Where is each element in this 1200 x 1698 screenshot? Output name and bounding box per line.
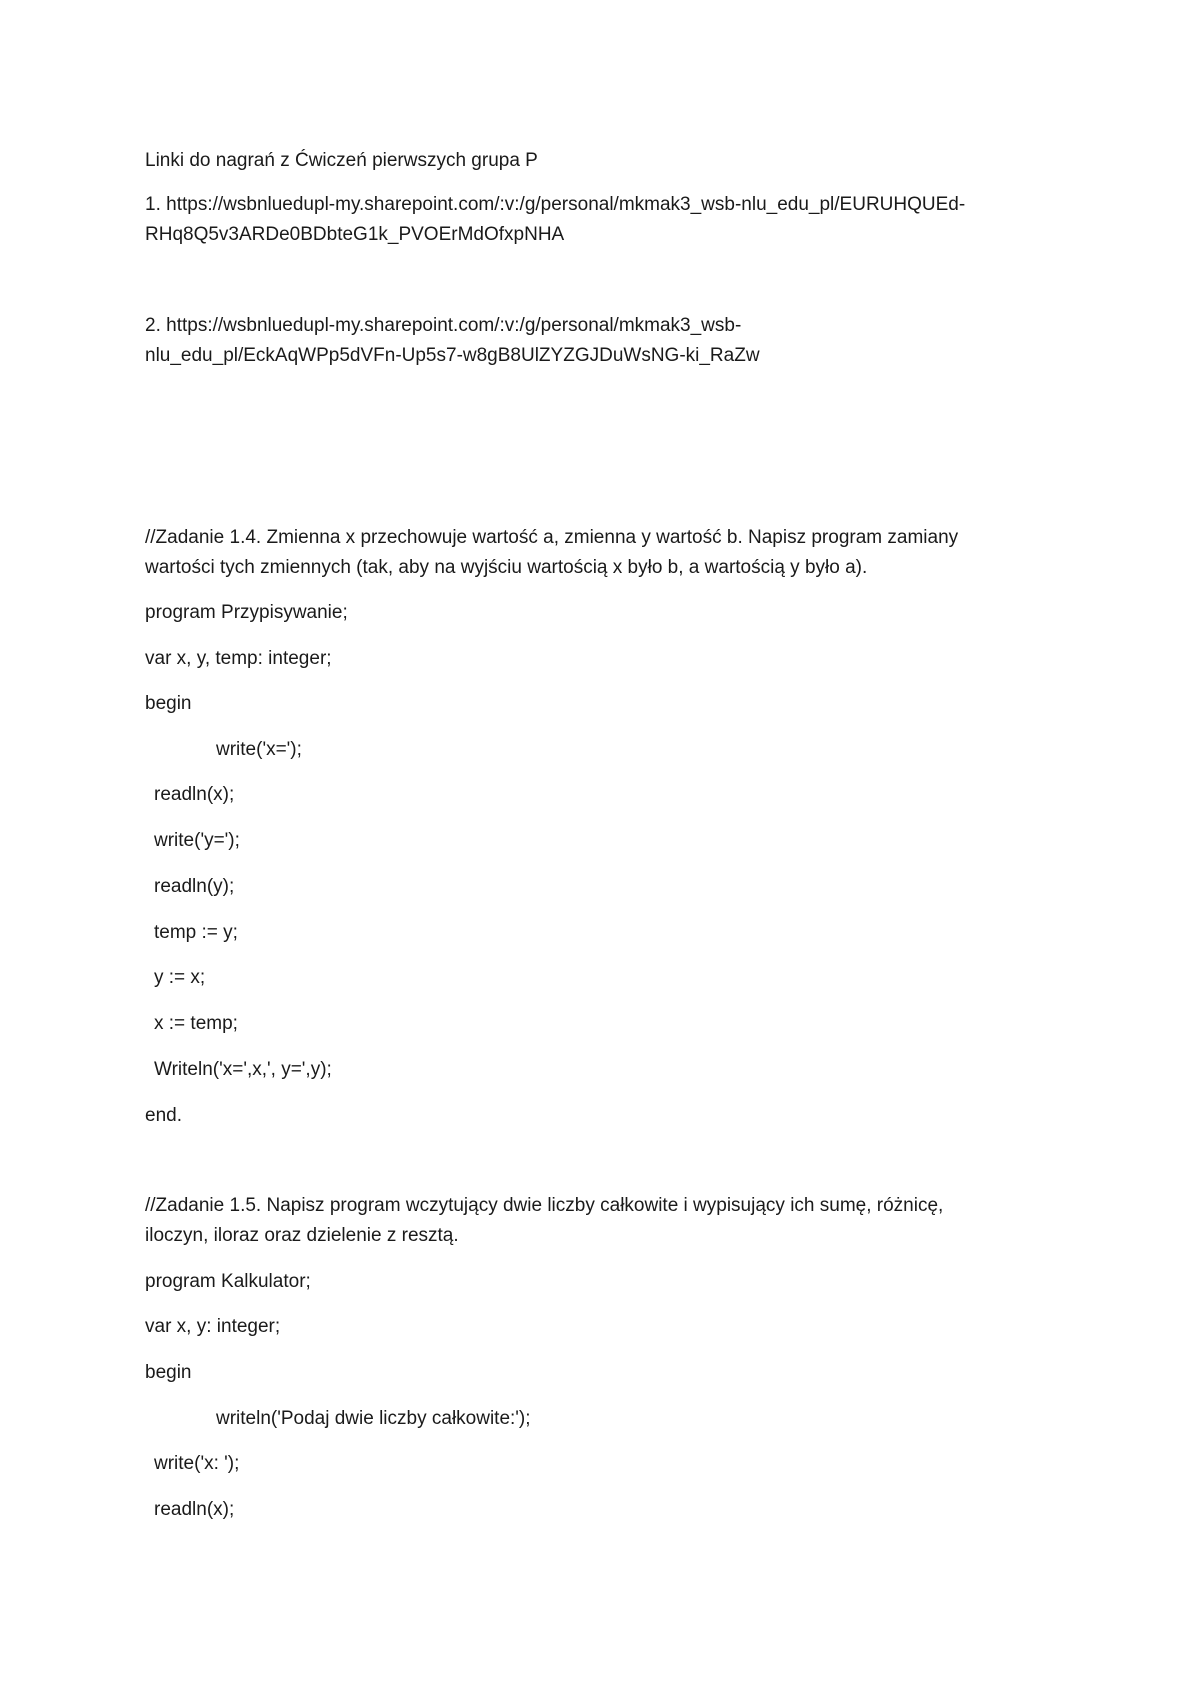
recording-link-1-line-1: 1. https://wsbnluedupl-my.sharepoint.com/:v:/g/personal/mkmak3_wsb-nlu_edu_pl/EURUHQUEd- [145, 194, 966, 215]
document-heading: Linki do nagrań z Ćwiczeń pierwszych grupa P [145, 150, 538, 171]
code-line: var x, y: integer; [145, 1316, 281, 1337]
code-line: begin [145, 693, 192, 714]
code-line: writeln('Podaj dwie liczby całkowite:'); [216, 1408, 531, 1429]
code-line: x := temp; [154, 1013, 238, 1034]
code-line: begin [145, 1362, 192, 1383]
code-line: program Przypisywanie; [145, 602, 348, 623]
code-line: program Kalkulator; [145, 1271, 311, 1292]
code-line: readln(x); [154, 784, 235, 805]
task-1-5-comment-line-2: iloczyn, iloraz oraz dzielenie z resztą. [145, 1225, 459, 1246]
code-line: end. [145, 1105, 182, 1126]
recording-link-2-line-2: nlu_edu_pl/EckAqWPp5dVFn-Up5s7-w8gB8UlZYZGJDuWsNG-ki_RaZw [145, 345, 760, 366]
code-line: readln(y); [154, 876, 235, 897]
recording-link-1-line-2: RHq8Q5v3ARDe0BDbteG1k_PVOErMdOfxpNHA [145, 224, 565, 245]
code-line: write('x: '); [154, 1453, 240, 1474]
code-line: Writeln('x=',x,', y=',y); [154, 1059, 332, 1080]
code-line: write('x='); [216, 739, 302, 760]
code-line: var x, y, temp: integer; [145, 648, 332, 669]
recording-link-2-line-1: 2. https://wsbnluedupl-my.sharepoint.com/:v:/g/personal/mkmak3_wsb- [145, 315, 742, 336]
code-line: y := x; [154, 967, 206, 988]
code-line: readln(x); [154, 1499, 235, 1520]
task-1-4-comment-line-2: wartości tych zmiennych (tak, aby na wyjściu wartością x było b, a wartością y było a). [145, 557, 868, 578]
task-1-5-comment-line-1: //Zadanie 1.5. Napisz program wczytujący dwie liczby całkowite i wypisujący ich sumę, różnicę, [145, 1195, 944, 1216]
code-line: write('y='); [154, 830, 240, 851]
task-1-4-comment-line-1: //Zadanie 1.4. Zmienna x przechowuje wartość a, zmienna y wartość b. Napisz program zamiany [145, 527, 959, 548]
code-line: temp := y; [154, 922, 238, 943]
